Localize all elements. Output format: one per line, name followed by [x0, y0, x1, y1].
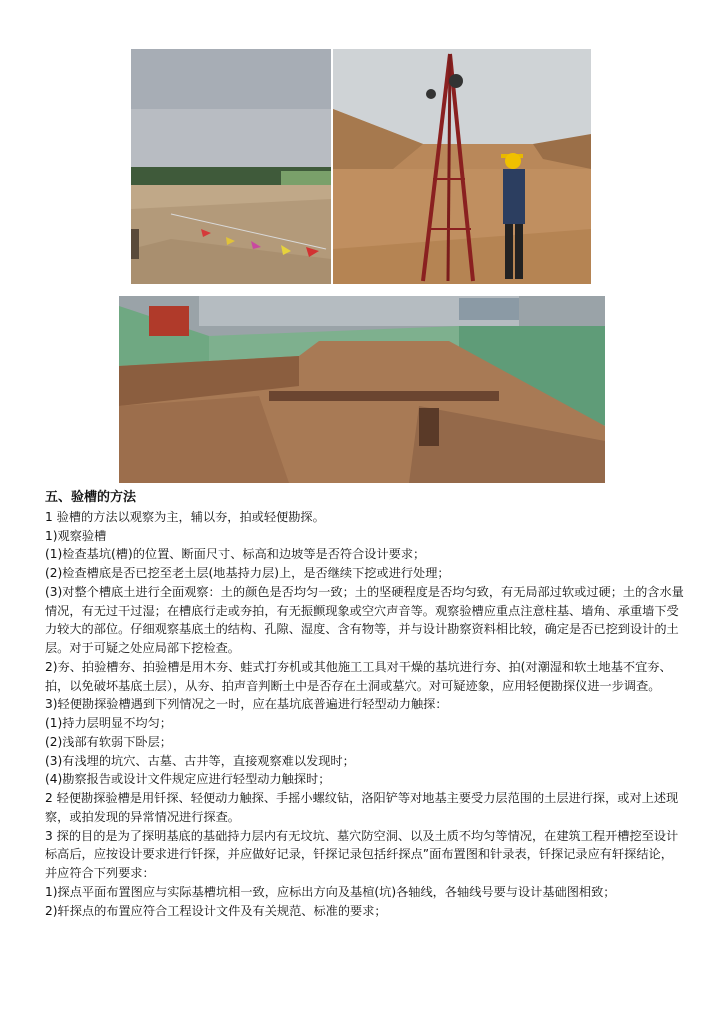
section-heading: 五、验槽的方法 — [45, 490, 137, 505]
paragraph: (4)勘察报告或设计文件规定应进行轻型动力触探时； — [45, 772, 331, 787]
paragraph: (2)浅部有软弱下卧层； — [45, 734, 172, 749]
paragraph: (1)检查基坑(槽)的位置、断面尺寸、标高和边坡等是否符合设计要求； — [45, 547, 426, 562]
paragraph: (2)检查槽底是否已挖至老土层(地基持力层)上，是否继续下挖或进行处理； — [45, 566, 450, 580]
photo-flagged-site — [131, 49, 331, 284]
paragraph: (3)对整个槽底土进行全面观察：土的颜色是否均匀一致；土的坚硬程度是否均匀致，有无局部过软或过硬；土的含水量情况，有无过干过湿；在槽底行走或夯拍，有无振颤现象或空穴声音等。观察验槽应重点注意柱基、墙角、承重墙下受力较大的部位。仔细观察基底土的结构、孔隙、湿度、含有物等，并与设计勘察资料相比较，确定是否已挖到设计的土层。对于可疑之处应局部下挖检查。 — [45, 584, 684, 655]
paragraph: 2)轩探点的布置应符合工程设计文件及有关规范、标准的要求； — [45, 903, 387, 918]
paragraph: 3)轻便勘探验槽遇到下列情况之一时，应在基坑底普遍进行轻型动力触探： — [45, 697, 448, 712]
paragraph: 2 轻便勘探验槽是用钎探、轻便动力触探、手摇小螺纹钻，洛阳铲等对地基主要受力层范围的土层进行探，或对上述现察，或拍发现的异常情况进行探查。 — [45, 791, 679, 824]
paragraph: 1)探点平面布置图应与实际基槽坑相一致，应标出方向及基楦(坑)各轴线，各轴线号要与设计基础图相致； — [45, 884, 616, 899]
paragraph: 1 验槽的方法以观察为主，辅以夯，拍或轻便勘探。 — [45, 509, 325, 524]
paragraph: (3)有浅埋的坑穴、古墓、古井等，直接观察难以发现时； — [45, 753, 355, 768]
paragraph: 1)观察验槽 — [45, 528, 107, 543]
photo-foundation-pit — [119, 296, 605, 483]
paragraph: 3 探的目的是为了探明基底的基础持力层内有无坟坑、墓穴防空洞、以及土质不均匀等情况，在建筑工程开槽挖至设计标高后，应按设计要求进行钎探，并应做好记录，钎探记录包括纤探点”面布置图和针录表，钎探记录应有轩探结论，并应符合下列要求： — [45, 828, 679, 880]
paragraph: (1)持力层明显不均匀； — [45, 716, 172, 730]
paragraph: 2)夯、拍验槽夯、拍验槽是用木夯、蛙式打夯机或其他施工工具对干燥的基坑进行夯、拍(对潮湿和软土地基不宜夯、拍，以免破坏基底土层），从夯、拍声音判断土中是否存在土洞或墓穴。对可疑迹象，应用轻便勘探仪进一步调查。 — [45, 659, 672, 693]
photo-drilling-rig — [333, 49, 591, 284]
inspection-method-section — [45, 489, 685, 920]
